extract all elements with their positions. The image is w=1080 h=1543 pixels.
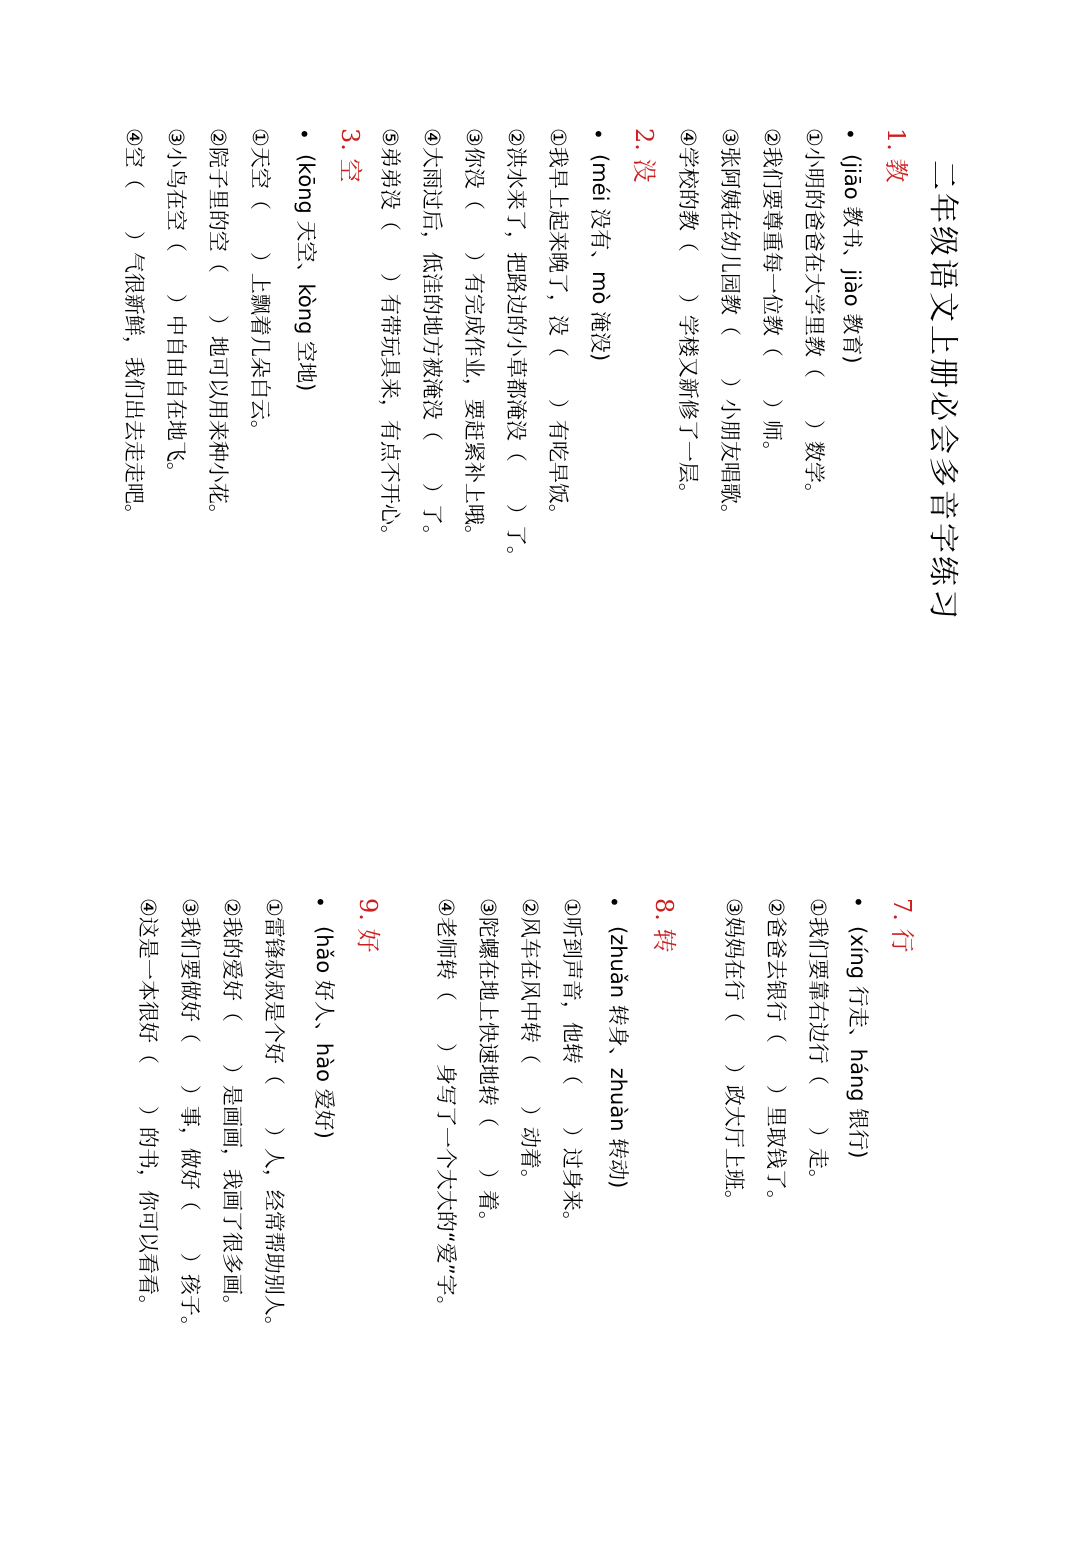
section-pinyin: (méi 没有、mò 淹没) <box>588 154 612 362</box>
section-heading: 2. 没 <box>630 128 658 183</box>
section-heading: 9. 好 <box>354 898 382 953</box>
section-heading: 8. 转 <box>650 898 678 953</box>
section-heading: 7. 行 <box>888 898 916 953</box>
section-pinyin: (zhuǎn 转身、zhuàn 转动) <box>606 926 630 1189</box>
section-pinyin: (xíng 行走、háng 银行) <box>846 926 870 1159</box>
page-title: 二年级语文上册必会多音字练习 <box>925 160 960 622</box>
section-heading: 1. 教 <box>882 128 910 183</box>
section-pinyin: (kōng 天空、kòng 空地) <box>294 154 318 392</box>
section-pinyin: (jiāo 教书、jiào 教育) <box>840 154 864 364</box>
section-heading: 3. 空 <box>336 128 364 183</box>
section-pinyin: (hǎo 好人、hào 爱好) <box>312 926 336 1139</box>
worksheet-page: 二年级语文上册必会多音字练习 1. 教 • (jiāo 教书、jiào 教育) ①小明的爸爸在大学里教（ ）数学。 ②我们要尊重每一位教（ ）师。 ③张阿姨在幼儿园教（ ）小朋友唱歌。 ④学校的教（ ）学楼又新修了一层。 2. 没 • (méi 没有、mò 淹没) ①我早上起来晚了，没（ ）有吃早饭。 ②洪水来了，把路边的小草都淹没（ ）了。 ③你没（ ）有完成作业，要赶紧补上哦。 ④大雨过后，低洼的地方被淹没（ ）了。 ⑤弟弟没（ ）有带玩具来，有点不开心。 3. 空 • (kōng 天空、kòng 空地) ①天空（ ）上飘着几朵白云。 ②院子里的空（ ）地可以用来种小花。 ③小鸟在空（ ）中自由自在地飞。 ④空（ ）气很新鲜，我们出去走走吧。 7. 行 • (xíng 行走、háng 银行) ①我们要靠右边行（ ）走。 ②爸爸去银行（ ）里取钱了。 ③妈妈在行（ ）政大厅上班。 8. 转 • (zhuǎn 转身、zhuàn 转动) ①听到声音，他转（ ）过身来。 ②风车在风中转（ ）动着。 ③陀螺在地上快速地转（ ）着。 ④老师转（ ）身写了一个大大的“爱”字。 9. 好 • (hǎo 好人、hào 爱好) ①雷锋叔叔是个好（ ）人，经常帮助别人。 ②我的爱好（ ）是画画，我画了很多画。 ③我们要做好（ ）事，做好（ ）孩子。 ④这是一本很好（ ）的书，你可以看看。 <box>0 0 1080 1543</box>
